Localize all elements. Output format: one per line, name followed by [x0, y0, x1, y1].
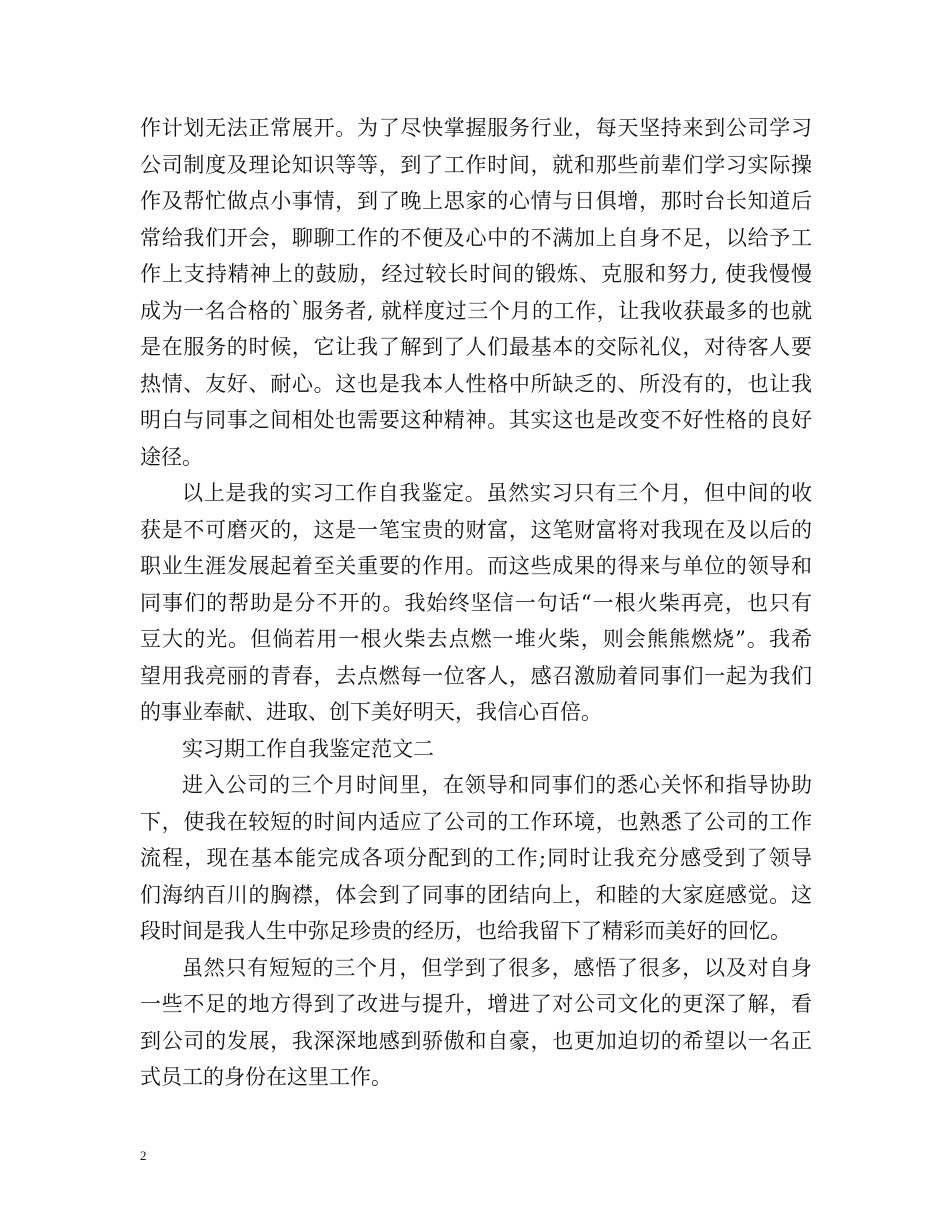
- text-line: 明白与同事之间相处也需要这种精神。其实这也是改变不好性格的良好: [140, 408, 812, 432]
- text-line: 作上支持精神上的鼓励，经过较长时间的锻炼、克服和努力, 使我慢慢: [140, 262, 812, 286]
- text-line: 公司制度及理论知识等等，到了工作时间，就和那些前辈们学习实际操: [140, 152, 812, 177]
- text-line: 热情、友好、耐心。这也是我本人性格中所缺乏的、所没有的，也让我: [140, 371, 812, 396]
- body-text: [140, 110, 812, 1096]
- text-line: 成为一名合格的`服务者, 就样度过三个月的工作，让我收获最多的也就: [140, 298, 812, 323]
- section-heading: 实习期工作自我鉴定范文二: [182, 736, 434, 761]
- text-line: 职业生涯发展起着至关重要的作用。而这些成果的得来与单位的领导和: [140, 554, 812, 578]
- text-line: 作及帮忙做点小事情，到了晚上思家的心情与日俱增，那时台长知道后: [140, 189, 812, 213]
- text-line: 一些不足的地方得到了改进与提升，增进了对公司文化的更深了解，看: [140, 992, 812, 1016]
- text-line: 到公司的发展，我深深地感到骄傲和自豪，也更加迫切的希望以一名正: [140, 1028, 812, 1053]
- text-line: 豆大的光。但倘若用一根火柴去点燃一堆火柴，则会熊熊燃烧”。我希: [140, 627, 812, 651]
- text-line: 作计划无法正常展开。为了尽快掌握服务行业，每天坚持来到公司学习: [140, 116, 812, 140]
- text-line: 常给我们开会，聊聊工作的不便及心中的不满加上自身不足，以给予工: [140, 225, 812, 250]
- page-number: 2: [140, 1148, 147, 1163]
- text-line: 以上是我的实习工作自我鉴定。虽然实习只有三个月，但中间的收: [182, 481, 812, 505]
- text-line: 是在服务的时候，它让我了解到了人们最基本的交际礼仪，对待客人要: [140, 335, 812, 359]
- text-line: 虽然只有短短的三个月，但学到了很多，感悟了很多，以及对自身: [182, 955, 812, 980]
- text-line: 同事们的帮助是分不开的。我始终坚信一句话“一根火柴再亮，也只有: [140, 590, 812, 615]
- text-line: 式员工的身份在这里工作。: [140, 1065, 392, 1089]
- text-line: 段时间是我人生中弥足珍贵的经历，也给我留下了精彩而美好的回忆。: [140, 919, 791, 943]
- text-line: 获是不可磨灭的，这是一笔宝贵的财富，这笔财富将对我现在及以后的: [140, 517, 812, 542]
- text-line: 下，使我在较短的时间内适应了公司的工作环境，也熟悉了公司的工作: [140, 809, 812, 834]
- text-line: 望用我亮丽的青春，去点燃每一位客人，感召激励着同事们一起为我们: [140, 663, 812, 688]
- text-line: 流程，现在基本能完成各项分配到的工作;同时让我充分感受到了领导: [140, 846, 812, 870]
- text-line: 进入公司的三个月时间里，在领导和同事们的悉心关怀和指导协助: [182, 773, 812, 797]
- text-line: 途径。: [140, 444, 203, 469]
- text-line: 的事业奉献、进取、创下美好明天，我信心百倍。: [140, 700, 602, 724]
- text-line: 们海纳百川的胸襟，体会到了同事的团结向上，和睦的大家庭感觉。这: [140, 882, 812, 907]
